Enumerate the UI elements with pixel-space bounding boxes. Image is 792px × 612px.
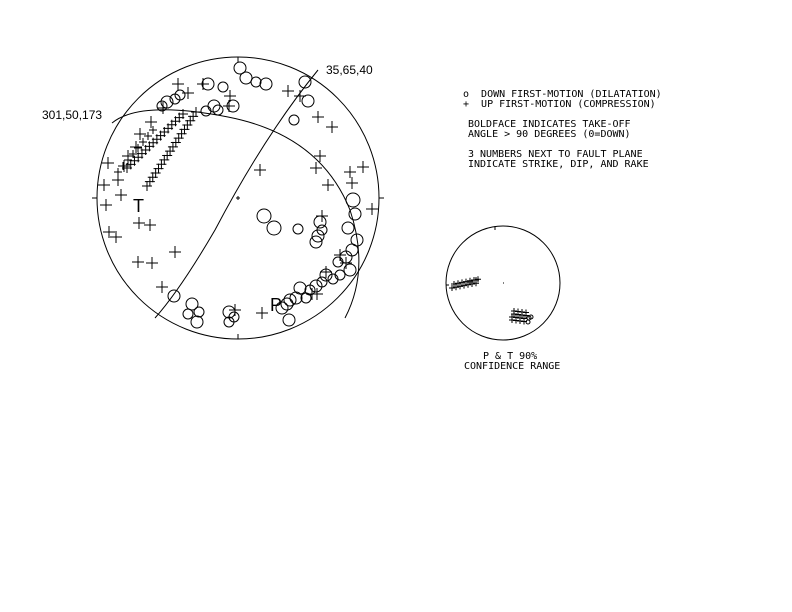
dilatation-symbol bbox=[194, 307, 204, 317]
compression-symbol bbox=[151, 168, 161, 178]
p-confidence-range bbox=[509, 308, 533, 325]
compression-symbol bbox=[142, 181, 152, 191]
dilatation-symbol bbox=[208, 100, 220, 112]
compression-symbol bbox=[185, 116, 195, 126]
legend-numbers-line2: INDICATE STRIKE, DIP, AND RAKE bbox=[468, 159, 649, 170]
dilatation-symbol bbox=[267, 221, 281, 235]
dilatation-symbol bbox=[257, 209, 271, 223]
compression-symbol bbox=[130, 141, 142, 153]
compression-symbol bbox=[156, 159, 166, 169]
legend-boldface-line2: ANGLE > 90 DEGREES (0=DOWN) bbox=[468, 129, 631, 140]
dilatation-symbol bbox=[346, 193, 360, 207]
compression-symbol bbox=[132, 256, 144, 268]
legend-numbers-line1: 3 NUMBERS NEXT TO FAULT PLANE bbox=[468, 149, 643, 160]
polarity-observations bbox=[98, 62, 378, 328]
compression-symbol bbox=[312, 111, 324, 123]
compression-symbol bbox=[98, 179, 110, 191]
dilatation-symbol bbox=[240, 72, 252, 84]
compression-symbol bbox=[177, 129, 187, 139]
compression-symbol bbox=[294, 90, 306, 102]
compression-symbol bbox=[197, 78, 209, 90]
compression-symbol bbox=[134, 128, 146, 140]
legend-dilatation: o DOWN FIRST-MOTION (DILATATION) bbox=[463, 89, 662, 100]
confidence-title: P & T 90% bbox=[483, 351, 538, 362]
dilatation-symbol bbox=[333, 257, 343, 267]
pt-confidence-stereonet bbox=[446, 226, 560, 340]
compression-symbol bbox=[145, 177, 155, 187]
compression-symbol bbox=[179, 124, 189, 134]
p-axis-label: P bbox=[270, 295, 283, 315]
compression-symbol bbox=[149, 126, 157, 134]
dilatation-symbol bbox=[346, 244, 358, 256]
compression-symbol bbox=[171, 137, 181, 147]
main-stereonet bbox=[92, 57, 384, 339]
dilatation-symbol bbox=[218, 82, 228, 92]
compression-symbol bbox=[357, 161, 369, 173]
dilatation-symbol bbox=[168, 290, 180, 302]
dilatation-symbol bbox=[191, 316, 203, 328]
dilatation-symbol bbox=[251, 77, 261, 87]
compression-symbol bbox=[320, 266, 332, 278]
compression-symbol bbox=[119, 162, 127, 170]
nodal-plane-2 bbox=[155, 70, 318, 318]
compression-symbol bbox=[144, 219, 156, 231]
compression-symbol bbox=[223, 100, 235, 112]
fault-plane-1-label: 301,50,173 bbox=[42, 108, 103, 122]
compression-symbol bbox=[146, 257, 158, 269]
legend-boldface-line1: BOLDFACE INDICATES TAKE-OFF bbox=[468, 119, 631, 130]
compression-symbol bbox=[254, 164, 266, 176]
fault-plane-2-label: 35,65,40 bbox=[326, 63, 373, 77]
legend-compression: + UP FIRST-MOTION (COMPRESSION) bbox=[463, 99, 656, 110]
dilatation-symbol bbox=[314, 216, 326, 228]
t-confidence-range bbox=[449, 276, 481, 291]
compression-symbol bbox=[314, 150, 326, 162]
compression-symbol bbox=[148, 172, 158, 182]
compression-symbol bbox=[102, 157, 114, 169]
dilatation-symbol bbox=[302, 95, 314, 107]
dilatation-symbol bbox=[260, 78, 272, 90]
compression-symbol bbox=[168, 142, 178, 152]
compression-symbol bbox=[282, 85, 294, 97]
compression-symbol bbox=[182, 120, 192, 130]
compression-symbol bbox=[159, 155, 169, 165]
compression-symbol bbox=[144, 132, 152, 140]
compression-symbol bbox=[346, 177, 358, 189]
compression-symbol bbox=[115, 189, 127, 201]
compression-symbol bbox=[157, 102, 169, 114]
compression-symbol bbox=[182, 87, 194, 99]
compression-symbol bbox=[256, 307, 268, 319]
dilatation-symbol bbox=[201, 106, 211, 116]
compression-symbol bbox=[110, 231, 122, 243]
compression-symbol bbox=[322, 179, 334, 191]
compression-symbol bbox=[366, 203, 378, 215]
compression-symbol bbox=[134, 144, 142, 152]
compression-symbol bbox=[326, 121, 338, 133]
compression-symbol bbox=[100, 199, 112, 211]
compression-symbol bbox=[188, 111, 198, 121]
compression-symbol bbox=[344, 166, 356, 178]
compression-symbol bbox=[174, 133, 184, 143]
compression-symbol bbox=[172, 78, 184, 90]
dilatation-symbol bbox=[342, 222, 354, 234]
dilatation-symbol bbox=[293, 224, 303, 234]
confidence-subtitle: CONFIDENCE RANGE bbox=[464, 361, 561, 372]
dilatation-symbol bbox=[289, 115, 299, 125]
t-axis-label: T bbox=[133, 196, 144, 216]
compression-symbol bbox=[133, 217, 145, 229]
compression-symbol bbox=[156, 281, 168, 293]
compression-symbol bbox=[154, 164, 164, 174]
dilatation-symbol bbox=[183, 309, 193, 319]
compression-symbol bbox=[169, 246, 181, 258]
compression-symbol bbox=[162, 151, 172, 161]
compression-symbol bbox=[191, 107, 201, 117]
compression-symbol bbox=[145, 116, 157, 128]
compression-symbol bbox=[165, 146, 175, 156]
dilatation-symbol bbox=[283, 314, 295, 326]
compression-symbol bbox=[114, 168, 122, 176]
compression-symbol bbox=[103, 226, 115, 238]
